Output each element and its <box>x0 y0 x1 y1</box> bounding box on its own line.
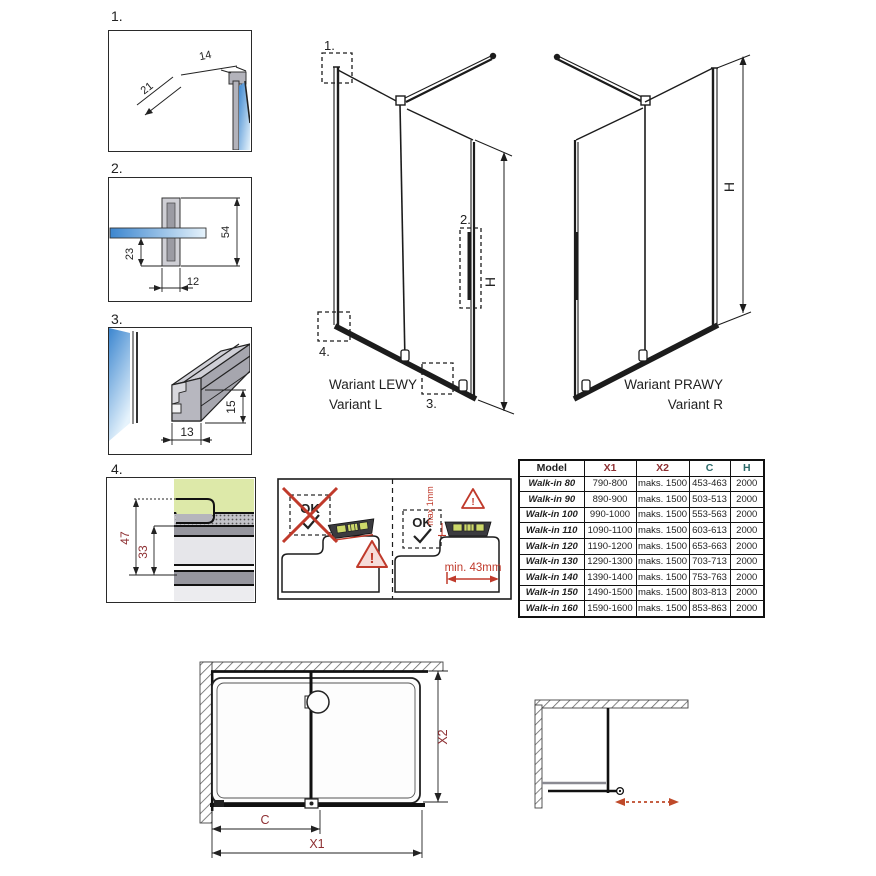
cell-x1: 1290-1300 <box>584 554 636 570</box>
cell-model: Walk-in 160 <box>519 601 584 617</box>
variant-right-title <box>558 375 723 415</box>
cell-h: 2000 <box>730 492 764 508</box>
cell-x1: 790-800 <box>584 476 636 492</box>
cell-h: 2000 <box>730 585 764 601</box>
ok-label: OK <box>412 515 432 530</box>
height-label: H <box>482 276 498 288</box>
table-row <box>519 601 764 617</box>
glass-panel <box>239 81 250 150</box>
fixed-panel <box>338 70 405 362</box>
dimension-13 <box>161 423 212 445</box>
wall-profile <box>711 68 718 325</box>
max-gap-label: max 1mm <box>425 486 435 526</box>
cell-x1: 1590-1600 <box>584 601 636 617</box>
detail-3-box <box>108 327 252 455</box>
variant-right-title-en: Variant R <box>667 397 723 412</box>
wall-profile <box>333 67 340 325</box>
cell-x2: maks. 1500 <box>636 601 689 617</box>
table-row <box>519 538 764 554</box>
dim-c-label: C <box>260 813 270 827</box>
dim-label-15: 15 <box>224 400 238 414</box>
dimension-23 <box>124 238 162 266</box>
variant-left-title-en: Variant L <box>329 397 383 412</box>
cell-c: 453-463 <box>689 476 730 492</box>
slide-direction-arrow <box>615 798 679 806</box>
support-bar <box>554 54 650 105</box>
variant-right-drawing <box>540 10 770 420</box>
cell-x2: maks. 1500 <box>636 554 689 570</box>
callout-3-label: 3. <box>426 396 437 411</box>
slide-direction-plan <box>530 690 700 815</box>
detail-3-label: 3. <box>111 311 123 327</box>
cell-x2: maks. 1500 <box>636 570 689 586</box>
cell-x2: maks. 1500 <box>636 492 689 508</box>
ok-label: OK <box>300 501 320 516</box>
spirit-level <box>445 522 491 536</box>
warning-mark: ! <box>369 550 375 567</box>
install-instructions <box>277 478 512 600</box>
glass-bottom-seal <box>176 499 214 523</box>
variant-left-title-pl: Wariant LEWY <box>329 377 418 392</box>
variant-right-title-pl: Wariant PRAWY <box>624 377 723 392</box>
callout-4-label: 4. <box>319 344 330 359</box>
cell-model: Walk-in 100 <box>519 507 584 523</box>
dim-x1-label: X1 <box>309 837 325 851</box>
floor-section-layers <box>174 479 254 601</box>
detail-4-drawing <box>107 478 254 601</box>
detail-3-drawing <box>109 328 250 453</box>
dim-label-12: 12 <box>186 276 200 288</box>
cell-model: Walk-in 120 <box>519 538 584 554</box>
glass-panel <box>109 328 137 441</box>
sliding-panel <box>575 108 643 399</box>
detail-2-box <box>108 177 252 302</box>
sliding-panel <box>407 109 474 400</box>
cell-c: 753-763 <box>689 570 730 586</box>
dimension-33 <box>136 526 176 575</box>
cell-model: Walk-in 140 <box>519 570 584 586</box>
table-row <box>519 585 764 601</box>
cell-c: 553-563 <box>689 507 730 523</box>
detail-4-box <box>106 477 256 603</box>
cell-model: Walk-in 80 <box>519 476 584 492</box>
dim-label-54: 54 <box>220 225 232 239</box>
spec-table <box>518 459 765 618</box>
header-h: H <box>730 460 764 476</box>
warning-mark: ! <box>471 497 475 508</box>
dim-label-21: 21 <box>138 80 156 98</box>
roller <box>617 788 624 795</box>
cell-x1: 890-900 <box>584 492 636 508</box>
cell-c: 503-513 <box>689 492 730 508</box>
table-row <box>519 507 764 523</box>
cell-model: Walk-in 90 <box>519 492 584 508</box>
fixed-panel <box>645 68 713 361</box>
variant-left-title <box>329 375 449 415</box>
cell-x1: 990-1000 <box>584 507 636 523</box>
cell-h: 2000 <box>730 570 764 586</box>
callout-1-label: 1. <box>324 38 335 53</box>
cell-h: 2000 <box>730 601 764 617</box>
cell-x2: maks. 1500 <box>636 523 689 539</box>
table-row <box>519 492 764 508</box>
cell-model: Walk-in 130 <box>519 554 584 570</box>
cell-model: Walk-in 150 <box>519 585 584 601</box>
cell-x1: 1390-1400 <box>584 570 636 586</box>
height-label: H <box>721 181 737 193</box>
detail-4-label: 4. <box>111 461 123 477</box>
dim-label-33: 33 <box>136 545 150 559</box>
detail-1-label: 1. <box>111 8 123 24</box>
cell-h: 2000 <box>730 523 764 539</box>
min-width-label: min. 43mm <box>444 562 502 574</box>
cell-model: Walk-in 110 <box>519 523 584 539</box>
dimension-12 <box>149 268 199 292</box>
variant-left-drawing <box>305 10 520 420</box>
support-bar <box>396 53 496 105</box>
header-x1: X1 <box>584 460 636 476</box>
cell-x2: maks. 1500 <box>636 538 689 554</box>
table-row <box>519 570 764 586</box>
cell-h: 2000 <box>730 538 764 554</box>
dim-x2-label: X2 <box>436 729 450 745</box>
detail-1-box <box>108 30 252 152</box>
callout-2-label: 2. <box>460 212 471 227</box>
header-c: C <box>689 460 730 476</box>
dim-label-13: 13 <box>180 425 194 439</box>
detail-2-label: 2. <box>111 160 123 176</box>
dim-label-23: 23 <box>124 247 136 261</box>
cell-c: 803-813 <box>689 585 730 601</box>
dimension-14 <box>181 49 246 75</box>
dimension-21 <box>137 77 181 115</box>
cell-x2: maks. 1500 <box>636 476 689 492</box>
cell-x1: 1190-1200 <box>584 538 636 554</box>
detail-1-drawing <box>109 31 250 150</box>
cell-h: 2000 <box>730 554 764 570</box>
dim-label-47: 47 <box>118 531 132 545</box>
detail-2-drawing <box>109 178 250 300</box>
dimension-47 <box>118 499 177 575</box>
cell-x1: 1490-1500 <box>584 585 636 601</box>
cell-c: 603-613 <box>689 523 730 539</box>
glass-panel <box>110 228 206 238</box>
floor-rail-profile <box>172 344 250 421</box>
table-row <box>519 554 764 570</box>
cell-c: 653-663 <box>689 538 730 554</box>
cell-x1: 1090-1100 <box>584 523 636 539</box>
cell-h: 2000 <box>730 476 764 492</box>
top-view-plan <box>195 650 460 870</box>
table-row <box>519 476 764 492</box>
dim-label-14: 14 <box>198 48 213 64</box>
cell-x2: maks. 1500 <box>636 585 689 601</box>
cell-c: 703-713 <box>689 554 730 570</box>
cell-x2: maks. 1500 <box>636 507 689 523</box>
header-model: Model <box>519 460 584 476</box>
table-row <box>519 523 764 539</box>
header-x2: X2 <box>636 460 689 476</box>
cell-c: 853-863 <box>689 601 730 617</box>
cell-h: 2000 <box>730 507 764 523</box>
table-header-row <box>519 460 764 476</box>
